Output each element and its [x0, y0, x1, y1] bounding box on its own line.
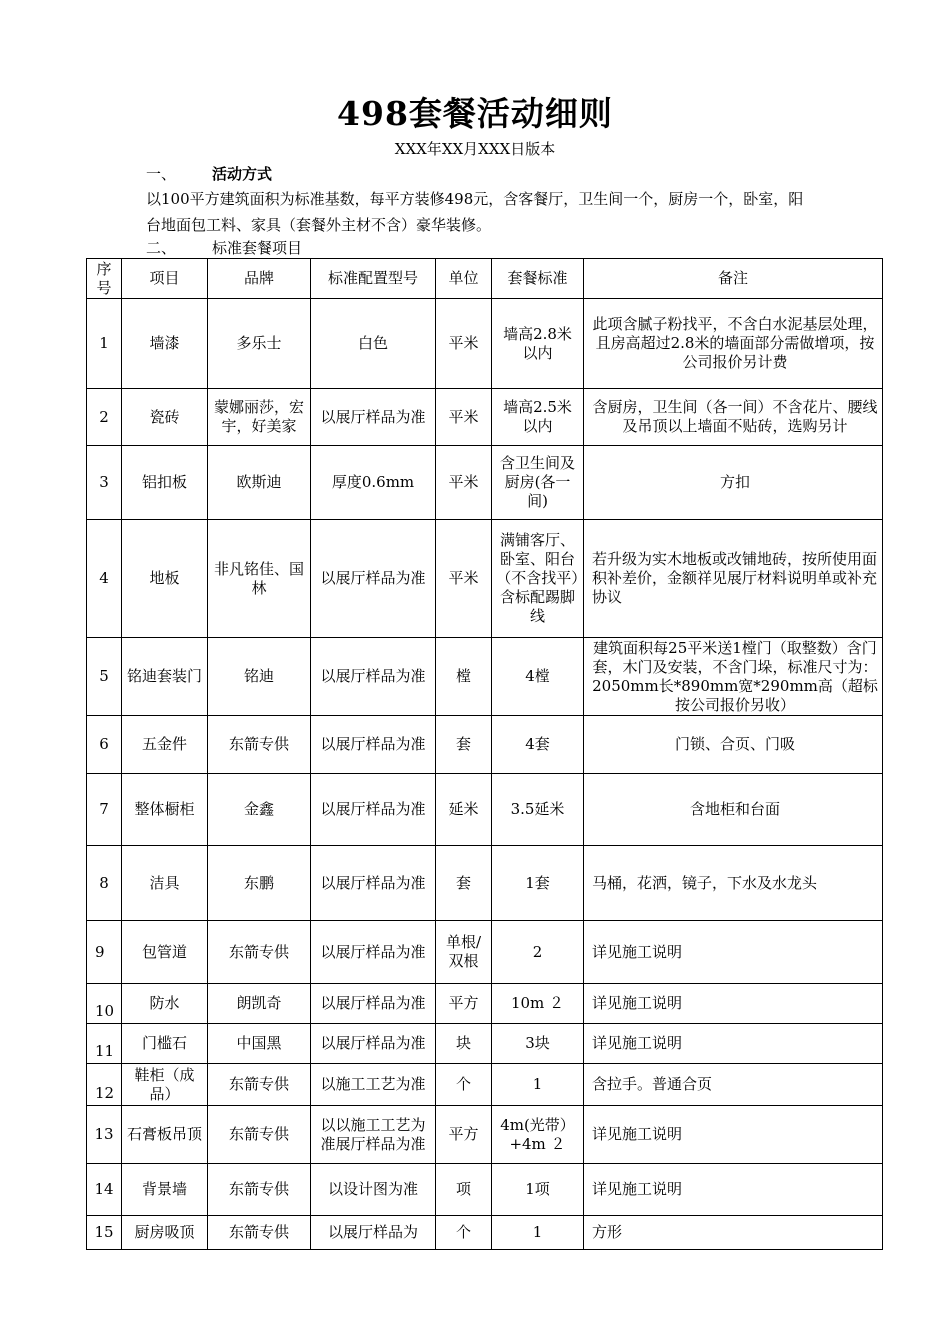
cell-model: 白色 — [311, 299, 436, 389]
cell-standard: 墙高2.8米以内 — [492, 299, 584, 389]
cell-note: 方形 — [584, 1216, 883, 1250]
cell-seq: 4 — [87, 520, 122, 638]
table-row — [87, 446, 883, 520]
cell-seq: 15 — [87, 1216, 122, 1250]
cell-seq: 9 — [87, 921, 122, 984]
cell-item: 铝扣板 — [122, 446, 208, 520]
cell-brand: 中国黑 — [208, 1024, 311, 1064]
table-row — [87, 984, 883, 1024]
cell-item: 厨房吸顶 — [122, 1216, 208, 1250]
table-row — [87, 774, 883, 846]
cell-item: 防水 — [122, 984, 208, 1024]
cell-note: 方扣 — [584, 446, 883, 520]
cell-note: 马桶，花洒，镜子，下水及水龙头 — [584, 846, 883, 921]
cell-brand: 蒙娜丽莎，宏宇，好美家 — [208, 389, 311, 446]
section-1-label: 活动方式 — [212, 165, 273, 183]
cell-note: 详见施工说明 — [584, 984, 883, 1024]
cell-brand: 东箭专供 — [208, 921, 311, 984]
section-2-number: 二、 — [146, 239, 177, 257]
cell-unit: 平米 — [436, 389, 492, 446]
cell-seq: 7 — [87, 774, 122, 846]
cell-model: 以施工工艺为准 — [311, 1064, 436, 1106]
cell-standard: 4m(光带）+4m ２ — [492, 1106, 584, 1164]
cell-unit: 套 — [436, 846, 492, 921]
cell-item: 地板 — [122, 520, 208, 638]
cell-item: 铭迪套装门 — [122, 638, 208, 716]
cell-seq: 11 — [87, 1024, 122, 1064]
cell-seq: 3 — [87, 446, 122, 520]
cell-model: 以展厅样品为准 — [311, 1024, 436, 1064]
cell-item: 整体橱柜 — [122, 774, 208, 846]
cell-brand: 东箭专供 — [208, 1106, 311, 1164]
cell-standard: 1 — [492, 1064, 584, 1106]
cell-note: 详见施工说明 — [584, 1164, 883, 1216]
cell-standard: 10m ２ — [492, 984, 584, 1024]
cell-model: 以设计图为准 — [311, 1164, 436, 1216]
cell-unit: 平米 — [436, 299, 492, 389]
cell-seq: 6 — [87, 716, 122, 774]
header-model: 标准配置型号 — [311, 259, 436, 299]
activity-description: 以100平方建筑面积为标准基数，每平方装修498元，含客餐厅，卫生间一个，厨房一个，卧室，阳台地面包工料、家具（套餐外主材不含）豪华装修。 — [146, 190, 804, 234]
cell-standard: 4套 — [492, 716, 584, 774]
cell-brand: 东箭专供 — [208, 1216, 311, 1250]
cell-brand: 多乐士 — [208, 299, 311, 389]
cell-item: 石膏板吊顶 — [122, 1106, 208, 1164]
cell-unit: 个 — [436, 1216, 492, 1250]
cell-seq: 8 — [87, 846, 122, 921]
cell-item: 背景墙 — [122, 1164, 208, 1216]
header-item: 项目 — [122, 259, 208, 299]
header-note: 备注 — [584, 259, 883, 299]
cell-model: 以展厅样品为准 — [311, 389, 436, 446]
cell-brand: 非凡铭佳、国林 — [208, 520, 311, 638]
cell-brand: 东箭专供 — [208, 1064, 311, 1106]
cell-seq: 1 — [87, 299, 122, 389]
cell-note: 详见施工说明 — [584, 1024, 883, 1064]
cell-unit: 项 — [436, 1164, 492, 1216]
cell-unit: 樘 — [436, 638, 492, 716]
cell-model: 以展厅样品为 — [311, 1216, 436, 1250]
cell-standard: 含卫生间及厨房(各一间) — [492, 446, 584, 520]
cell-note: 含地柜和台面 — [584, 774, 883, 846]
cell-unit: 套 — [436, 716, 492, 774]
cell-item: 门槛石 — [122, 1024, 208, 1064]
header-brand: 品牌 — [208, 259, 311, 299]
cell-brand: 金鑫 — [208, 774, 311, 846]
package-items-table — [86, 258, 883, 1250]
section-2-heading — [146, 237, 302, 258]
cell-model: 以展厅样品为准 — [311, 984, 436, 1024]
cell-note: 详见施工说明 — [584, 921, 883, 984]
table-row — [87, 389, 883, 446]
header-unit: 单位 — [436, 259, 492, 299]
table-row — [87, 1216, 883, 1250]
cell-standard: 1项 — [492, 1164, 584, 1216]
cell-seq: 5 — [87, 638, 122, 716]
document-title: 498套餐活动细则 — [337, 94, 613, 133]
cell-unit: 平米 — [436, 446, 492, 520]
cell-brand: 东鹏 — [208, 846, 311, 921]
table-row — [87, 846, 883, 921]
table-row — [87, 921, 883, 984]
cell-note: 含拉手。普通合页 — [584, 1064, 883, 1106]
cell-note: 建筑面积每25平米送1樘门（取整数）含门套，木门及安装，不含门垛，标准尺寸为：2050mm长*890mm宽*290mm高（超标按公司报价另收） — [584, 638, 883, 716]
cell-model: 以展厅样品为准 — [311, 520, 436, 638]
table-row — [87, 1024, 883, 1064]
cell-standard: 1 — [492, 1216, 584, 1250]
cell-note: 详见施工说明 — [584, 1106, 883, 1164]
cell-seq: 13 — [87, 1106, 122, 1164]
cell-unit: 延米 — [436, 774, 492, 846]
cell-brand: 铭迪 — [208, 638, 311, 716]
cell-seq: 14 — [87, 1164, 122, 1216]
cell-seq: 12 — [87, 1064, 122, 1106]
cell-unit: 块 — [436, 1024, 492, 1064]
table-row — [87, 1164, 883, 1216]
cell-item: 洁具 — [122, 846, 208, 921]
cell-standard: 1套 — [492, 846, 584, 921]
cell-model: 以展厅样品为准 — [311, 846, 436, 921]
version-subtitle: XXX年XX月XXX日版本 — [394, 140, 556, 158]
table-row — [87, 299, 883, 389]
table-row — [87, 716, 883, 774]
section-2-label: 标准套餐项目 — [212, 239, 303, 257]
section-1-number: 一、 — [146, 165, 177, 183]
cell-brand: 欧斯迪 — [208, 446, 311, 520]
cell-model: 以以施工工艺为准展厅样品为准 — [311, 1106, 436, 1164]
cell-standard: 墙高2.5米以内 — [492, 389, 584, 446]
cell-standard: 3块 — [492, 1024, 584, 1064]
header-seq: 序号 — [87, 259, 122, 299]
cell-standard: 满铺客厅、卧室、阳台（不含找平）含标配踢脚线 — [492, 520, 584, 638]
cell-model: 以展厅样品为准 — [311, 774, 436, 846]
cell-model: 以展厅样品为准 — [311, 638, 436, 716]
table-row — [87, 1106, 883, 1164]
cell-standard: 2 — [492, 921, 584, 984]
cell-standard: 4樘 — [492, 638, 584, 716]
cell-note: 此项含腻子粉找平，不含白水泥基层处理，且房高超过2.8米的墙面部分需做增项，按公司报价另计费 — [584, 299, 883, 389]
cell-item: 墙漆 — [122, 299, 208, 389]
cell-item: 包管道 — [122, 921, 208, 984]
header-standard: 套餐标准 — [492, 259, 584, 299]
table-row — [87, 1064, 883, 1106]
cell-brand: 朗凯奇 — [208, 984, 311, 1024]
cell-standard: 3.5延米 — [492, 774, 584, 846]
cell-item: 五金件 — [122, 716, 208, 774]
cell-unit: 平方 — [436, 1106, 492, 1164]
cell-unit: 个 — [436, 1064, 492, 1106]
cell-seq: 2 — [87, 389, 122, 446]
cell-item: 瓷砖 — [122, 389, 208, 446]
cell-unit: 单根/双根 — [436, 921, 492, 984]
cell-note: 门锁、合页、门吸 — [584, 716, 883, 774]
cell-note: 若升级为实木地板或改铺地砖，按所使用面积补差价，金额祥见展厅材料说明单或补充协议 — [584, 520, 883, 638]
cell-brand: 东箭专供 — [208, 1164, 311, 1216]
table-row — [87, 520, 883, 638]
cell-model: 以展厅样品为准 — [311, 921, 436, 984]
cell-seq: 10 — [87, 984, 122, 1024]
cell-brand: 东箭专供 — [208, 716, 311, 774]
cell-unit: 平米 — [436, 520, 492, 638]
cell-note: 含厨房，卫生间（各一间）不含花片、腰线及吊顶以上墙面不贴砖，选购另计 — [584, 389, 883, 446]
cell-model: 厚度0.6mm — [311, 446, 436, 520]
cell-unit: 平方 — [436, 984, 492, 1024]
section-1-heading — [146, 163, 272, 184]
cell-model: 以展厅样品为准 — [311, 716, 436, 774]
table-header-row — [87, 259, 883, 299]
cell-item: 鞋柜（成品） — [122, 1064, 208, 1106]
table-row — [87, 638, 883, 716]
